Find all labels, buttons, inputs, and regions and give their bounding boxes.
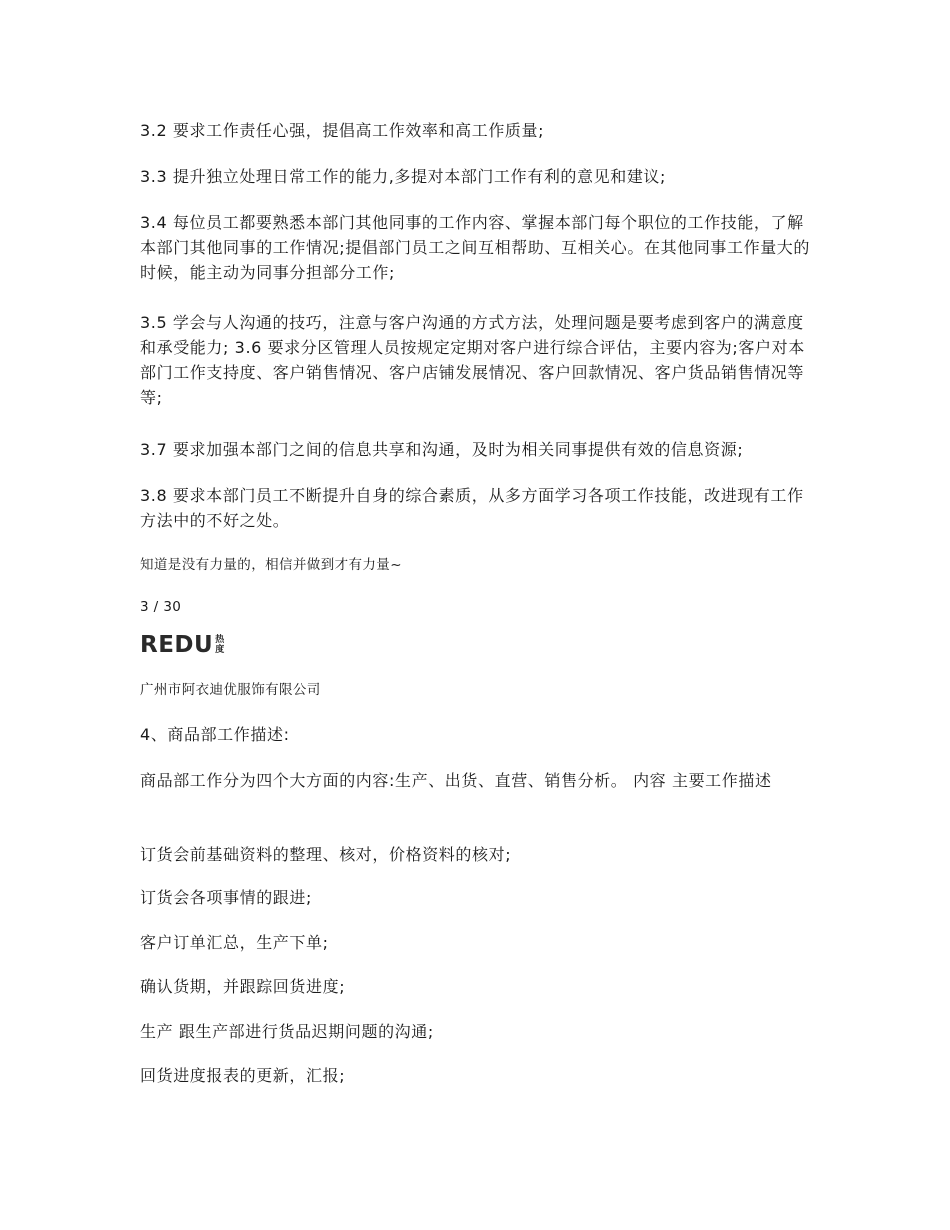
company-name: 广州市阿衣迪优服饰有限公司 <box>140 682 321 698</box>
page-number: 3 / 30 <box>140 599 182 615</box>
list-item: 生产 跟生产部进行货品迟期问题的沟通; <box>140 1022 434 1041</box>
logo-sub-bottom: 度 <box>215 645 225 655</box>
paragraph-3-3: 3.3 提升独立处理日常工作的能力,多提对本部门工作有利的意见和建议; <box>140 167 667 186</box>
logo-sub-top: 热 <box>215 635 225 645</box>
list-item: 订货会各项事情的跟进; <box>140 888 312 907</box>
list-item: 客户订单汇总，生产下单; <box>140 933 329 952</box>
paragraph-3-5-3-6: 3.5 学会与人沟通的技巧，注意与客户沟通的方式方法，处理问题是要考虑到客户的满意度和承受能力; 3.6 要求分区管理人员按规定定期对客户进行综合评估，主要内容为;客户对本部门工作支持度、客户销售情况、客户店铺发展情况、客户回款情况、客户货品销售情况等等; <box>140 313 805 407</box>
section-intro: 商品部工作分为四个大方面的内容:生产、出货、直营、销售分析。 内容 主要工作描述 <box>140 771 772 790</box>
paragraph-3-2: 3.2 要求工作责任心强，提倡高工作效率和高工作质量; <box>140 121 545 140</box>
footer-quote: 知道是没有力量的，相信并做到才有力量~ <box>140 557 402 573</box>
list-item: 订货会前基础资料的整理、核对，价格资料的核对; <box>140 845 512 864</box>
paragraph-3-7: 3.7 要求加强本部门之间的信息共享和沟通，及时为相关同事提供有效的信息资源; <box>140 440 744 459</box>
paragraph-3-4: 3.4 每位员工都要熟悉本部门其他同事的工作内容、掌握本部门每个职位的工作技能，了解本部门其他同事的工作情况;提倡部门员工之间互相帮助、互相关心。在其他同事工作量大的时候，能主动为同事分担部分工作; <box>140 213 810 282</box>
logo-wordmark: REDU <box>140 632 214 658</box>
logo-subtext <box>215 635 224 655</box>
list-item: 确认货期，并跟踪回货进度; <box>140 977 346 996</box>
list-item: 回货进度报表的更新，汇报; <box>140 1066 346 1085</box>
company-logo <box>140 633 224 657</box>
paragraph-3-8: 3.8 要求本部门员工不断提升自身的综合素质，从多方面学习各项工作技能，改进现有工作方法中的不好之处。 <box>140 486 804 530</box>
section-heading: 4、商品部工作描述: <box>140 725 290 744</box>
